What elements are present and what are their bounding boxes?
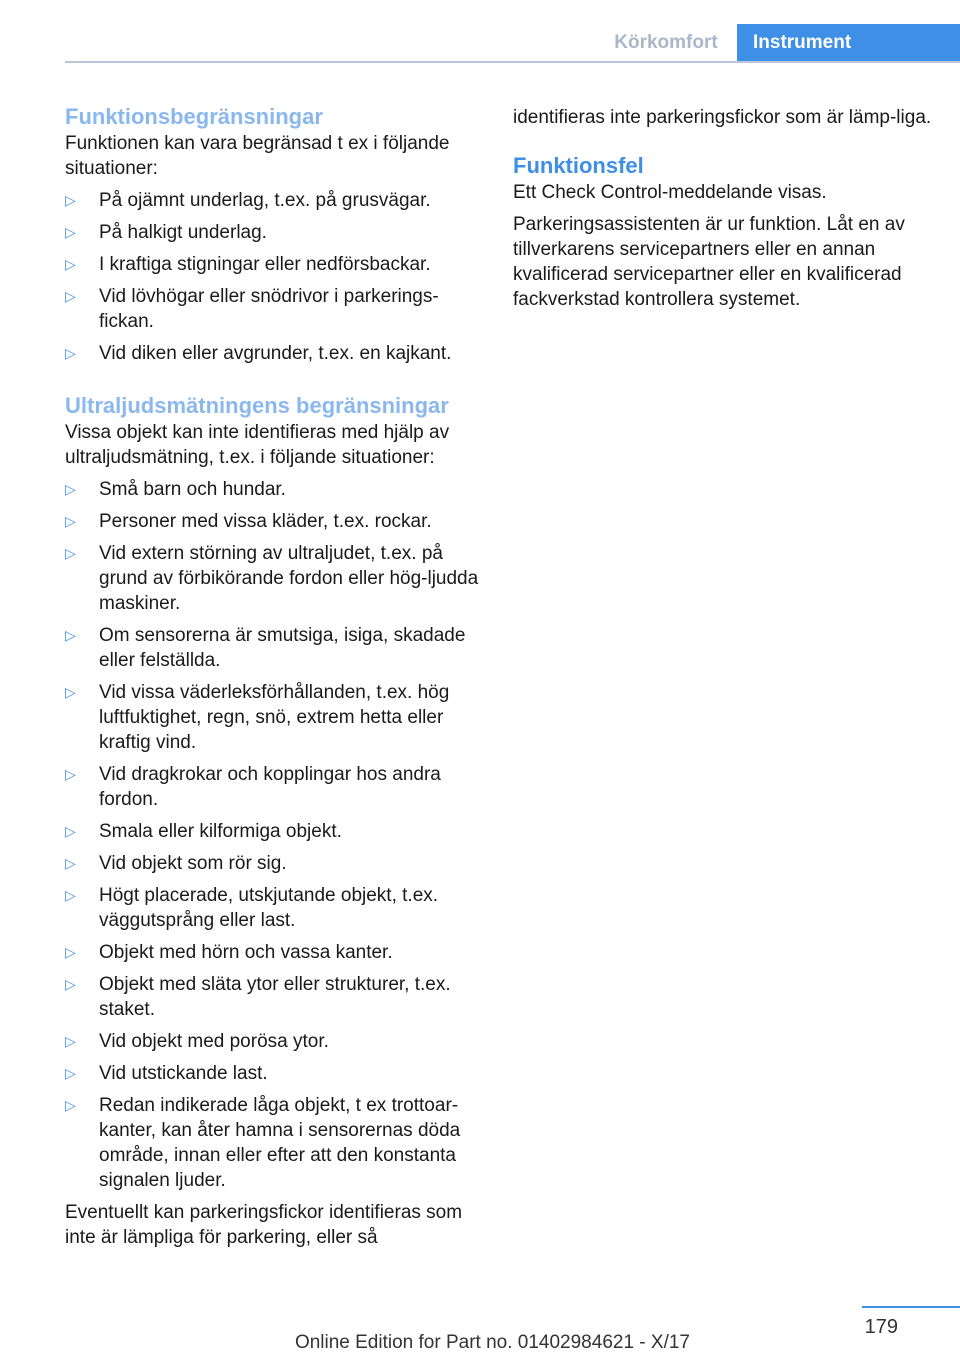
triangle-right-outline-icon: ▷: [65, 545, 76, 561]
list-item-text: Högt placerade, utskjutande objekt, t.ex. väggutsprång eller last.: [99, 885, 439, 931]
section-title-funktionsfel: Funktionsfel: [513, 153, 644, 178]
list-item: [65, 940, 483, 965]
edition-note: Online Edition for Part no. 01402984621 - X/17: [294, 1332, 690, 1353]
malfunction-paragraph-1: Ett Check Control-meddelande visas.: [513, 182, 827, 203]
list-item: [65, 680, 483, 755]
list-item: [65, 252, 483, 277]
list-item-text: Vid vissa väderleksförhållanden, t.ex. hög luftfuktighet, regn, snö, extrem hetta eller kraftig vind.: [99, 682, 450, 753]
malfunction-paragraph-2: Parkeringsassistenten är ur funktion. Låt en av tillverkarens servicepartners eller en annan kvalificerad servicepartner eller en kvalificerad fackverkstad kontrollera systemet.: [513, 214, 905, 310]
triangle-right-outline-icon: ▷: [65, 766, 76, 782]
list-item: [65, 883, 483, 933]
list-item: [65, 623, 483, 673]
section-outro: Eventuellt kan parkeringsfickor identifieras som inte är lämpliga för parkering, eller så: [65, 1202, 463, 1248]
continuation-text: identifieras inte parkeringsfickor som är lämp‐liga.: [513, 107, 932, 128]
list-item-text: Vid diken eller avgrunder, t.ex. en kajkant.: [99, 343, 452, 364]
list-item: [65, 188, 483, 213]
limitation-list: [65, 188, 483, 366]
list-item: [65, 1093, 483, 1193]
list-item-text: På ojämnt underlag, t.ex. på grusvägar.: [99, 190, 431, 211]
triangle-right-outline-icon: ▷: [65, 1065, 76, 1081]
list-item: [65, 1029, 483, 1054]
footer-divider: [862, 1306, 960, 1308]
triangle-right-outline-icon: ▷: [65, 345, 76, 361]
header-divider: [65, 61, 960, 63]
triangle-right-outline-icon: ▷: [65, 1097, 76, 1113]
list-item-text: På halkigt underlag.: [99, 222, 267, 243]
section-intro: Vissa objekt kan inte identifieras med hjälp av ultraljudsmätning, t.ex. i följande situationer:: [65, 422, 450, 468]
list-item: [65, 220, 483, 245]
triangle-right-outline-icon: ▷: [65, 684, 76, 700]
triangle-right-outline-icon: ▷: [65, 887, 76, 903]
list-item: [65, 541, 483, 616]
triangle-right-outline-icon: ▷: [65, 627, 76, 643]
list-item: [65, 341, 483, 366]
list-item: [65, 762, 483, 812]
header-tab-instrument[interactable]: Instrument: [737, 24, 960, 61]
list-item: [65, 819, 483, 844]
list-item-text: Små barn och hundar.: [99, 479, 286, 500]
triangle-right-outline-icon: ▷: [65, 481, 76, 497]
list-item-text: Redan indikerade låga objekt, t ex trottoar‐kanter, kan åter hamna i sensorernas döda område, innan eller efter att den konstanta signalen ljuder.: [99, 1095, 461, 1191]
list-item: [65, 477, 483, 502]
triangle-right-outline-icon: ▷: [65, 944, 76, 960]
section-title-funktionsbegransningar: Funktionsbegränsningar: [65, 104, 323, 129]
header-tab-korkomfort[interactable]: Körkomfort: [614, 32, 718, 53]
list-item-text: Vid objekt som rör sig.: [99, 853, 287, 874]
list-item: [65, 851, 483, 876]
triangle-right-outline-icon: ▷: [65, 1033, 76, 1049]
list-item-text: Vid dragkrokar och kopplingar hos andra fordon.: [99, 764, 441, 810]
section-title-ultraljud: Ultraljudsmätningens begränsningar: [65, 393, 449, 418]
list-item-text: Vid objekt med porösa ytor.: [99, 1031, 329, 1052]
right-column: [513, 105, 933, 319]
list-item-text: Vid extern störning av ultraljudet, t.ex. på grund av förbikörande fordon eller hög‐ljudda maskiner.: [99, 543, 479, 614]
list-item-text: Smala eller kilformiga objekt.: [99, 821, 342, 842]
triangle-right-outline-icon: ▷: [65, 288, 76, 304]
list-item-text: Vid lövhögar eller snödrivor i parkerings‐fickan.: [99, 286, 439, 332]
triangle-right-outline-icon: ▷: [65, 855, 76, 871]
triangle-right-outline-icon: ▷: [65, 513, 76, 529]
triangle-right-outline-icon: ▷: [65, 256, 76, 272]
list-item-text: Objekt med hörn och vassa kanter.: [99, 942, 393, 963]
triangle-right-outline-icon: ▷: [65, 192, 76, 208]
list-item-text: Personer med vissa kläder, t.ex. rockar.: [99, 511, 432, 532]
list-item: [65, 972, 483, 1022]
triangle-right-outline-icon: ▷: [65, 823, 76, 839]
list-item: [65, 1061, 483, 1086]
page-number: 179: [864, 1316, 898, 1338]
ultrasound-limitation-list: [65, 477, 483, 1193]
list-item-text: I kraftiga stigningar eller nedförsbackar.: [99, 254, 431, 275]
list-item-text: Vid utstickande last.: [99, 1063, 268, 1084]
section-intro: Funktionen kan vara begränsad t ex i följande situationer:: [65, 133, 450, 179]
list-item: [65, 509, 483, 534]
triangle-right-outline-icon: ▷: [65, 224, 76, 240]
list-item: [65, 284, 483, 334]
triangle-right-outline-icon: ▷: [65, 976, 76, 992]
list-item-text: Om sensorerna är smutsiga, isiga, skadade eller felställda.: [99, 625, 466, 671]
left-column: [65, 103, 483, 1257]
list-item-text: Objekt med släta ytor eller strukturer, t.ex. staket.: [99, 974, 451, 1020]
